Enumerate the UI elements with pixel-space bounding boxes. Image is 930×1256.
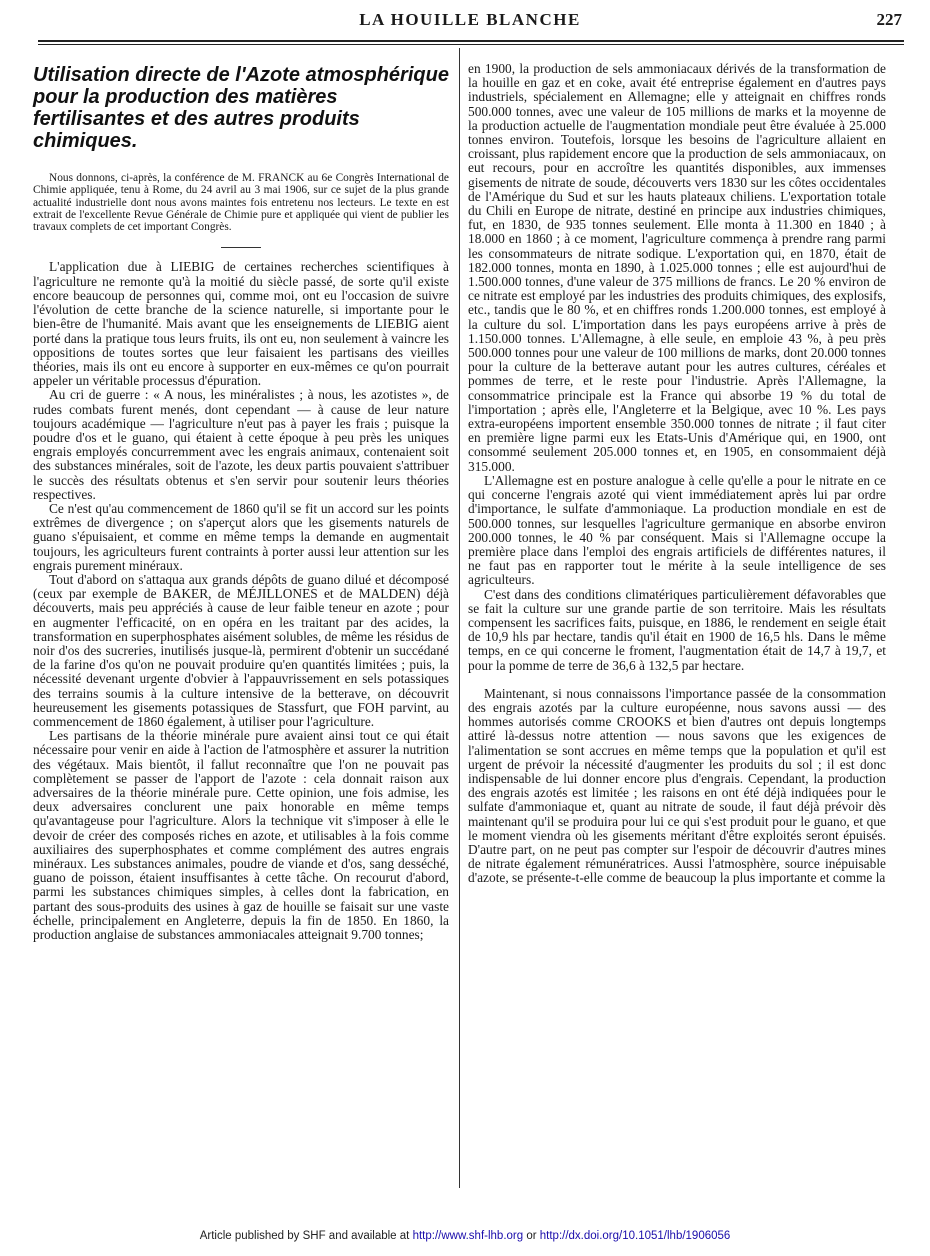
paragraph: Maintenant, si nous connaissons l'importance passée de la consommation des engrais azotés par la culture européenne, nous savons aussi — des hommes autorisés comme CROOKS et bien d'autres ont depuis longtemps attiré là-dessus notre attention — nous savons que les exigences de l'alimentation se sont accrues en même temps que la population et qu'il est urgent de prévoir la nécessité d'augmenter les produits du sol ; il est donc indispensable de lui donner encore plus d'engrais. Cependant, la production des engrais azotés est limitée ; les raisons en ont été déjà indiquées pour le sulfate d'ammoniaque et, quant au nitrate de soude, il faut déjà prévoir dès maintenant qu'il se produira pour lui ce qui s'est produit pour le guano, et que le moment viendra où les gisements méritant d'être exploités seront épuisés. D'autre part, on ne peut pas compter sur l'espoir de découvrir d'autres mines de nitrate également rémunératrices. Aussi l'atmosphère, source inépuisable d'azote, se présente-t-elle comme de beaucoup la plus importante et comme la (468, 685, 886, 886)
paragraph: L'application due à LIEBIG de certaines recherches scientifiques à l'agriculture ne remonte qu'à la moitié du siècle passé, de sorte qu'il existe encore beaucoup de personnes qui, comme moi, ont eu l'occasion de suivre l'évolution de cette branche de la science naturelle, si importante pour le bien-être de l'humanité. Mais avant que les enseignements de LIEBIG aient porté dans la pratique tous leurs fruits, ils ont eu, non seulement à vaincre les oppositions de toutes sortes que leur faisaient les partisans des vieilles théories, mais ils ont eu encore à supporter en eux-mêmes ce qu'on pourrait appeler un véritable processus d'épuration. (33, 259, 449, 389)
page-number: 227 (876, 10, 902, 29)
column-divider (459, 48, 460, 1188)
paragraph: Ce n'est qu'au commencement de 1860 qu'il se fit un accord sur les points extrêmes de divergence ; on s'aperçut alors que les gisements naturels de guano s'épuisaient, et comme en même temps la demande en augmentait toujours, les agriculteurs furent contraints à porter aussi leur attention sur les engrais purement minéraux. (33, 500, 449, 573)
header-rule (38, 40, 904, 45)
paragraph: L'Allemagne est en posture analogue à celle qu'elle a pour le nitrate en ce qui concerne l'engrais azoté qui vient immédiatement après lui par ordre d'importance, le sulfate d'ammoniaque. La production mondiale en est de 500.000 tonnes, sur lesquelles l'agriculture germanique en absorbe environ 200.000 tonnes, le 40 % par conséquent. Mais si l'Allemagne occupe la première place dans l'emploi des engrais artificiels de différentes natures, il ne faut pas en rapporter tout le mérite à la seule intelligence de ses agriculteurs. (468, 472, 886, 588)
page-header (38, 8, 902, 34)
paragraph: Les partisans de la théorie minérale pure avaient ainsi tout ce qui était nécessaire pour venir en aide à l'action de l'atmosphère et assurer la nutrition des végétaux. Mais bientôt, il fallut reconnaître que l'on ne pouvait pas complètement se passer de l'apport de l'azote : cela donnait raison aux adversaires de la théorie minérale pure. Cette opinion, une fois admise, les deux adversaires conclurent une paix honorable en même temps qu'avantageuse pour l'agriculture. Alors la technique vit s'imposer à elle le devoir de créer des composés riches en azote, et utilisables à la fois comme auxiliaires des superphosphates et comme complément des autres engrais minéraux. Les substances animales, poudre de viande et d'os, sang desséché, guano de poisson, étaient insuffisantes à cette tâche. On recourut d'abord, parmi les substances chimiques simples, à celles dont la fabrication, en partant des sous-produits des usines à gaz de houille se faisait sur une vaste échelle, principalement en Angleterre, depuis la fin de 1850. En 1860, la production anglaise de substances ammoniacales atteignait 9.700 tonnes; (33, 728, 449, 943)
footer-text: Article published by SHF and available at (199, 1230, 413, 1242)
footer-link-site[interactable]: http://www.shf-lhb.org (412, 1230, 524, 1242)
page-footer (0, 1230, 930, 1242)
left-column (33, 60, 449, 942)
section-rule (221, 247, 261, 248)
paragraph: C'est dans des conditions climatériques particulièrement défavorables que se fait la culture sur une grande partie de son territoire. Mais les résultats compensent les sacrifices faits, puisque, en 1886, le rendement en seigle était de 10,9 hls par hectare, tandis qu'il était en 1900 de 16,5 hls. Dans le même temps, en ce qui concerne le froment, l'augmentation était de 14,7 à 19,7, et pour la pomme de terre de 36,6 à 132,5 par hectare. (468, 586, 886, 673)
footer-link-doi[interactable]: http://dx.doi.org/10.1051/lhb/1906056 (539, 1230, 731, 1242)
paragraph: Tout d'abord on s'attaqua aux grands dépôts de guano dilué et décomposé (ceux par exemple de BAKER, de MÉJILLONES et de MALDEN) déjà découverts, mais peu appréciés à cause de leur faible teneur en azote ; pour en augmenter l'efficacité, on en opéra en les traitant par des acides, la transformation en superphosphates aisément solubles, de même les résidus de noir d'os des sucreries, inutilisés jusque-là, permirent d'obtenir un succédané de la farine d'os qu'on ne pouvait produire qu'en quantités limitées ; puis, la nécessité devenant urgente d'obvier à l'appauvrissement en sels potassiques des terrains soumis à la culture intensive de la betterave, on découvrit heureusement les gisements potassiques de Stassfurt, que FOH parvint, au commencement de 1860 également, à utiliser pour l'agriculture. (33, 571, 449, 729)
paragraph: en 1900, la production de sels ammoniacaux dérivés de la transformation de la houille en gaz et en coke, avait été entreprise également en d'autres pays industriels, spécialement en Allemagne; elle y atteignait en chiffres ronds 500.000 tonnes, avec une valeur de 105 millions de marks et la moyenne de la production actuelle de l'augmentation mondiale peut être évaluée à 25.000 tonnes environ. Toutefois, lorsque les besoins de l'agriculture allaient en croissant, plus rapidement encore que la production de sels ammoniacaux, on eut recours, pour en accroître les quantités disponibles, aux immenses gisements de nitrate de soude, découverts vers 1830 sur les côtes occidentales de l'Amérique du Sud et sur les hauts plateaux chiliens. L'exportation totale du Chili en Europe de nitrate, destiné en principe aux industries chimiques, fut, en 1830, de 935 tonnes seulement. Elle monta à 11.300 en 1840 ; à 18.000 en 1860 ; à ce moment, l'agriculture commença à prendre rang parmi les consommateurs de nitrate sodique. L'exportation qui, en 1870, était de 182.000 tonnes, monta en 1890, à 1.025.000 tonnes ; elle est aujourd'hui de 1.500.000 tonnes, d'une valeur de 375 millions de francs. Le 20 % environ de ce nitrate est employé par les industries des produits chimiques, des explosifs, etc., tandis que le 80 %, et en chiffres ronds 1.200.000 tonnes, est employé à la culture du sol. L'importation dans les pays européens arrive à près de 1.150.000 tonnes. L'Allemagne, à elle seule, en emploie 43 %, à peu près 500.000 tonnes pour une valeur de 100 millions de marks, dont 20.000 tonnes pour la culture de la betterave autant pour les autres cultures, céréales et pommes de terre, et le reste pour l'industrie. Après l'Allemagne, la consommatrice principale est la France qui absorbe 19 % du total de l'importation ; après elle, l'Angleterre et la Belgique, avec 10 %. Les pays extra-européens importent ensemble 350.000 tonnes de nitrate ; il faut citer en première ligne parmi eux les Etats-Unis d'Amérique qui, en 1900, ont consommé seulement 205.000 tonnes et, en 1905, en consommaient déjà 315.000. (468, 61, 886, 474)
paragraph: Au cri de guerre : « A nous, les minéralistes ; à nous, les azotistes », de rudes combats furent menés, dont cependant — à cause de leur nature toujours académique — l'agriculture n'eut pas à payer les frais ; puisque la poudre d'os et le guano, qui étaient à cette époque à peu près les uniques engrais employés concurremment avec les engrais animaux, contenaient soit des substances minérales, soit de l'azote, les deux partis pouvaient s'attribuer le succès des résultats obtenus et s'en servir pour soutenir leurs théories respectives. (33, 387, 449, 502)
right-column (468, 62, 886, 886)
journal-title: LA HOUILLE BLANCHE (359, 10, 581, 29)
article-title: Utilisation directe de l'Azote atmosphérique pour la production des matières fertilisantes et des autres produits chimiques. (33, 64, 449, 152)
footer-separator: or (523, 1230, 540, 1242)
article-intro: Nous donnons, ci-après, la conférence de M. FRANCK au 6e Congrès International de Chimie appliquée, tenu à Rome, du 24 avril au 3 mai 1906, sur ce sujet de la plus grande actualité industrielle dont nous avons maintes fois entretenu nos lecteurs. Le texte en est extrait de l'excellente Revue Générale de Chimie pure et appliquée qui vient de publier les travaux complets de cet important Congrès. (33, 172, 449, 234)
